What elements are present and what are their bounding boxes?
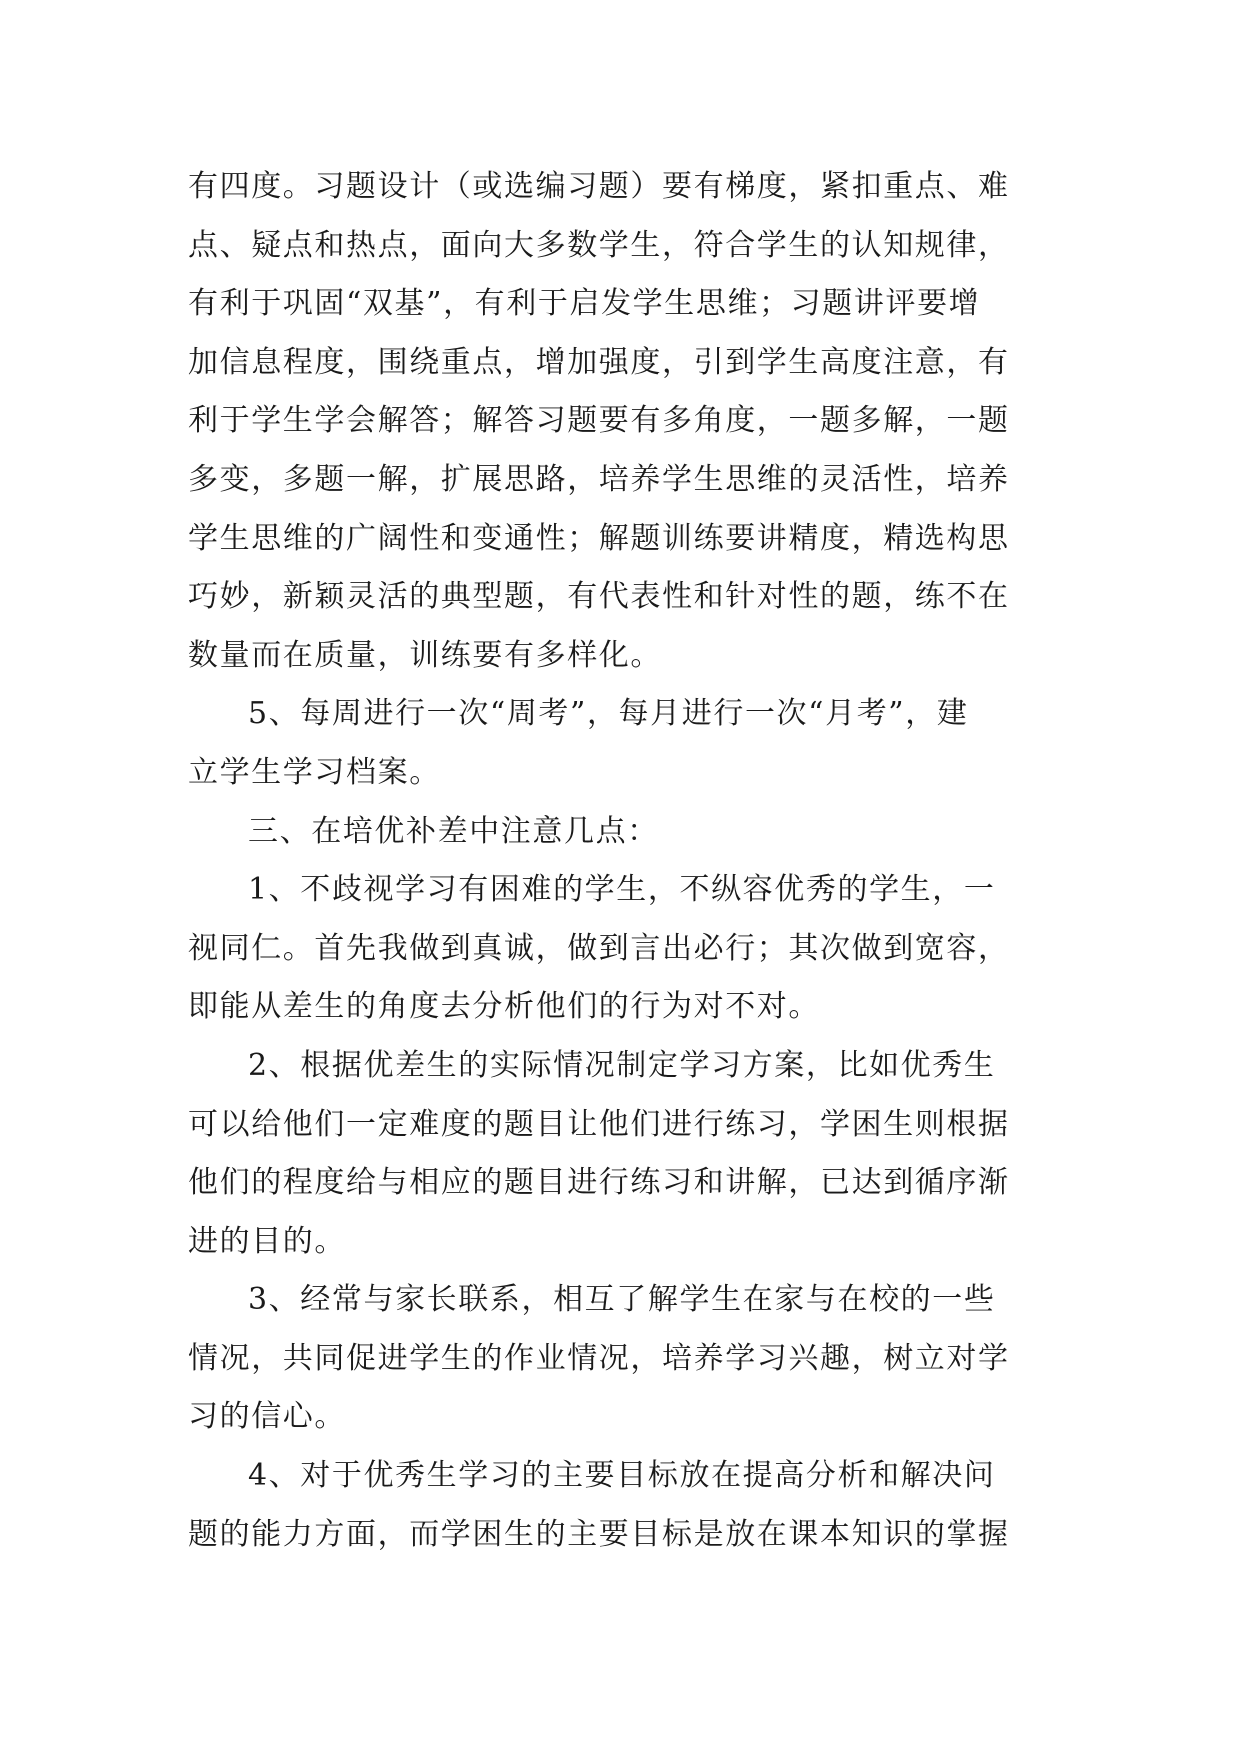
text-line: 习的信心。 bbox=[188, 1399, 346, 1435]
paragraph-start-line: 4、对于优秀生学习的主要目标放在提高分析和解决问 bbox=[248, 1458, 996, 1494]
text-line: 学生思维的广阔性和变通性；解题训练要讲精度，精选构思 bbox=[188, 520, 1010, 556]
text-line: 利于学生学会解答；解答习题要有多角度，一题多解，一题 bbox=[188, 403, 1010, 439]
text-line: 视同仁。首先我做到真诚，做到言出必行；其次做到宽容， bbox=[188, 930, 1010, 966]
text-line: 多变，多题一解，扩展思路，培养学生思维的灵活性，培养 bbox=[188, 461, 1010, 497]
paragraph-start-line: 1、不歧视学习有困难的学生，不纵容优秀的学生，一 bbox=[248, 872, 996, 908]
text-line: 数量而在质量，训练要有多样化。 bbox=[188, 637, 662, 673]
text-line: 加信息程度，围绕重点，增加强度，引到学生高度注意，有 bbox=[188, 344, 1010, 380]
text-line: 即能从差生的角度去分析他们的行为对不对。 bbox=[188, 989, 820, 1025]
text-line: 他们的程度给与相应的题目进行练习和讲解，已达到循序渐 bbox=[188, 1165, 1010, 1201]
paragraph-start-line: 2、根据优差生的实际情况制定学习方案，比如优秀生 bbox=[248, 1047, 996, 1083]
text-line: 立学生学习档案。 bbox=[188, 754, 441, 790]
document-body bbox=[188, 158, 1050, 1564]
text-line: 情况，共同促进学生的作业情况，培养学习兴趣，树立对学 bbox=[188, 1340, 1010, 1376]
section-heading: 三、在培优补差中注意几点： bbox=[248, 813, 659, 849]
paragraph-start-line: 5、每周进行一次“周考”，每月进行一次“月考”，建 bbox=[248, 696, 969, 732]
text-line: 题的能力方面，而学困生的主要目标是放在课本知识的掌握 bbox=[188, 1516, 1010, 1552]
text-line: 点、疑点和热点，面向大多数学生，符合学生的认知规律， bbox=[188, 227, 1010, 263]
text-line: 进的目的。 bbox=[188, 1223, 346, 1259]
text-line: 有利于巩固“双基”，有利于启发学生思维；习题讲评要增 bbox=[188, 286, 981, 322]
paragraph-start-line: 3、经常与家长联系，相互了解学生在家与在校的一些 bbox=[248, 1282, 996, 1318]
text-line: 有四度。习题设计（或选编习题）要有梯度，紧扣重点、难 bbox=[188, 169, 1010, 204]
text-line: 巧妙，新颖灵活的典型题，有代表性和针对性的题，练不在 bbox=[188, 579, 1010, 615]
text-line: 可以给他们一定难度的题目让他们进行练习，学困生则根据 bbox=[188, 1106, 1010, 1142]
